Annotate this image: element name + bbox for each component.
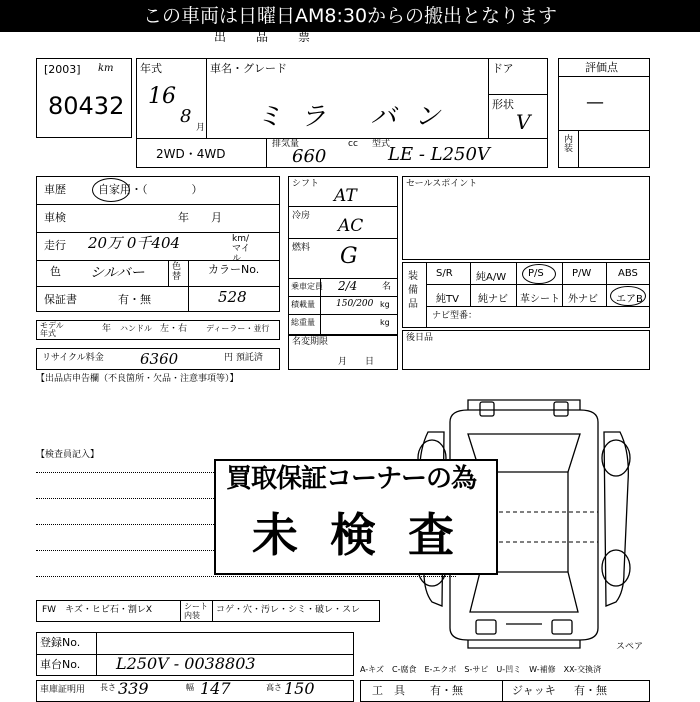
- warranty-label: 保証書: [44, 293, 77, 306]
- length-value: 339: [118, 679, 149, 698]
- height-value: 150: [284, 679, 315, 698]
- fw-legend: FW キズ・ヒビ石・割レX: [42, 605, 153, 615]
- name-grade-label: 車名・グレード: [210, 62, 287, 75]
- chassis-label: 車台No.: [40, 658, 81, 671]
- sales-point-label: セールスポイント: [406, 179, 478, 189]
- later-items-label: 後日品: [406, 333, 434, 343]
- aircon-label: 冷房: [292, 211, 311, 221]
- tools-label: 工 具: [372, 684, 405, 697]
- equip-abs: ABS: [618, 268, 638, 279]
- equip-alloy-wheel: 純A/W: [476, 272, 507, 283]
- sheet-title: 出品票: [214, 30, 341, 44]
- model-year-unit: 年: [102, 324, 112, 334]
- equip-tv: 純TV: [436, 294, 459, 305]
- seat-label: シート内装: [184, 602, 208, 620]
- interior-label: 内装: [564, 135, 574, 154]
- capacity-label: 乗車定員: [291, 282, 323, 291]
- car-name: ミラ バン: [256, 102, 459, 132]
- handle-options: 左・右: [160, 324, 188, 334]
- equipment-label: 装備品: [408, 271, 418, 310]
- capacity-unit: 名: [382, 282, 392, 292]
- spare-label: スペア: [616, 642, 644, 652]
- load-unit: kg: [380, 300, 390, 309]
- shape-value: V: [516, 110, 531, 134]
- model-year-label: モデル年式: [40, 321, 64, 338]
- equip-ext-navi: 外ナビ: [568, 294, 598, 305]
- recycle-value: 6360: [140, 350, 179, 368]
- chassis-value: L250V - 0038803: [116, 654, 256, 673]
- history-options: 自家用・（ ）: [98, 183, 203, 196]
- capacity-value: 2/4: [338, 279, 358, 293]
- inspector-note-label: 【検査員記入】: [36, 450, 100, 460]
- width-value: 147: [200, 679, 231, 698]
- displacement-label: 排気量: [272, 139, 300, 149]
- later-items-box: [402, 330, 650, 370]
- mileage-label: 走行: [44, 239, 66, 252]
- jack-options: 有・無: [574, 684, 607, 697]
- name-change-units: 月 日: [338, 357, 375, 367]
- notice-banner: この車両は日曜日AM8:30からの搬出となります: [0, 0, 700, 32]
- color-change-label: 色替: [172, 262, 182, 282]
- height-label: 高さ: [266, 683, 282, 692]
- exhibitor-note-label: 【出品店申告欄（不良箇所・欠品・注意事項等）】: [36, 374, 239, 384]
- load-label: 積載量: [291, 300, 315, 309]
- warranty-options: 有・無: [118, 293, 151, 306]
- model-label: 型式: [372, 139, 391, 149]
- recycle-label: リサイクル料金: [42, 353, 104, 363]
- aircon-value: AC: [338, 216, 364, 236]
- year-value: 16: [148, 84, 176, 109]
- shift-label: シフト: [292, 179, 320, 189]
- name-change-label: 名変期限: [292, 337, 329, 347]
- door-label: ドア: [492, 62, 514, 75]
- equip-power-window: P/W: [572, 268, 592, 279]
- stamp-line-1: 買取保証コーナーの為: [226, 464, 477, 494]
- history-label: 車歴: [44, 183, 66, 196]
- mileage-unit: km/マイル: [232, 234, 250, 264]
- equip-power-steering: P/S: [528, 268, 544, 279]
- gross-unit: kg: [380, 318, 390, 327]
- year-tag: [2003]: [44, 63, 81, 76]
- gross-label: 総重量: [291, 318, 315, 327]
- inspection-units: 年 月: [178, 211, 222, 224]
- year-tag-unit: km: [98, 63, 114, 74]
- dealer-label: ディーラー・並行: [206, 324, 270, 333]
- cc-unit: cc: [348, 139, 358, 149]
- rating-value: —: [586, 92, 604, 113]
- jack-label: ジャッキ: [512, 684, 556, 697]
- shape-label: 形状: [492, 98, 514, 111]
- drive-type: 2WD・4WD: [156, 147, 226, 161]
- garage-cert-label: 車庫証明用: [40, 685, 86, 695]
- fuel-label: 燃料: [292, 243, 311, 253]
- color-label: 色: [50, 265, 61, 278]
- mileage-value: 20万 0千404: [88, 234, 181, 252]
- width-label: 幅: [186, 683, 194, 692]
- equip-sunroof: S/R: [436, 268, 453, 279]
- length-label: 長さ: [100, 683, 116, 692]
- load-value: 150/200: [336, 299, 374, 309]
- color-value: シルバー: [90, 265, 145, 281]
- shift-value: AT: [334, 186, 357, 206]
- color-no-value: 528: [218, 288, 247, 306]
- displacement-value: 660: [292, 146, 327, 167]
- month-unit: 月: [196, 123, 206, 133]
- equip-airbag: エアB: [616, 294, 643, 305]
- inspection-label: 車検: [44, 211, 66, 224]
- equip-navi: 純ナビ: [478, 294, 508, 305]
- tools-options: 有・無: [430, 684, 463, 697]
- reg-number-label: 登録No.: [40, 636, 81, 649]
- seat-legend: コゲ・穴・汚レ・シミ・破レ・スレ: [216, 605, 361, 615]
- damage-codes: A-キズ C-腐食 E-エクボ S-サビ U-凹ミ W-補修 XX-交換済: [360, 665, 602, 674]
- recycle-unit: 円 預託済: [224, 353, 263, 363]
- color-no-label: カラーNo.: [208, 263, 260, 276]
- equip-leather: 革シート: [520, 294, 560, 305]
- model-value: LE - L250V: [388, 144, 490, 165]
- rating-label: 評価点: [585, 61, 618, 74]
- stamp-line-2: 未 検 査: [252, 508, 463, 562]
- lot-number: 80432: [48, 92, 125, 120]
- navi-model-label: ナビ型番：: [432, 311, 478, 321]
- year-label: 年式: [140, 62, 162, 75]
- month-value: 8: [180, 106, 192, 127]
- fuel-value: G: [340, 244, 358, 269]
- handle-label: ハンドル: [120, 324, 152, 333]
